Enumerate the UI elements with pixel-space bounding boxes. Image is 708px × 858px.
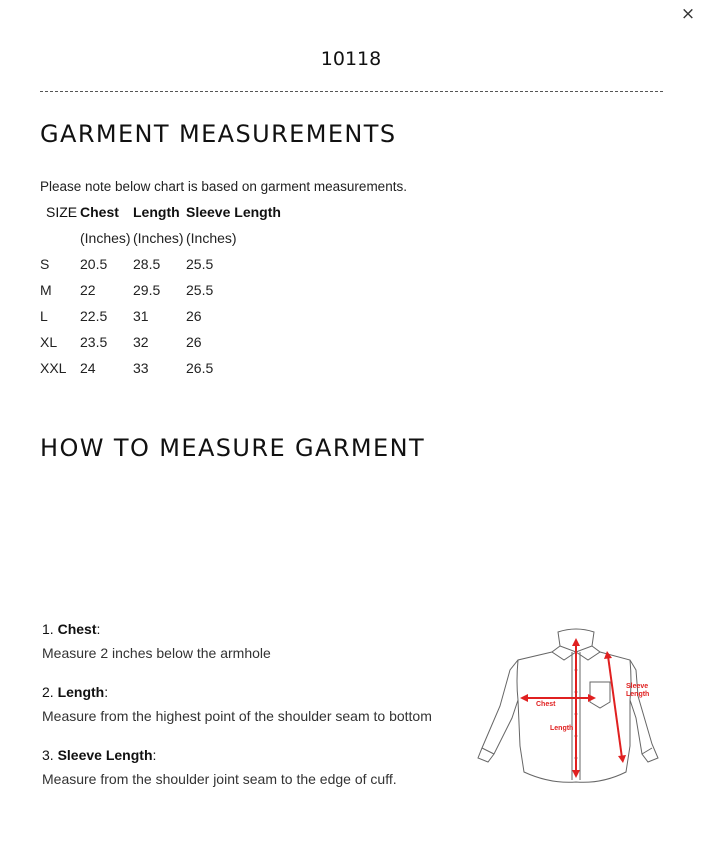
cell-chest: 23.5 xyxy=(80,334,108,350)
table-row xyxy=(40,277,286,303)
close-icon[interactable]: × xyxy=(680,4,696,24)
cell-length: 29.5 xyxy=(133,282,161,298)
sleeve-label-line1: Sleeve xyxy=(626,683,649,690)
shirt-measurement-diagram xyxy=(472,626,662,786)
table-row xyxy=(40,251,286,277)
table-units-row xyxy=(40,225,286,251)
cell-size: S xyxy=(40,256,50,272)
cell-size: XXL xyxy=(40,360,67,376)
step-number: 1. xyxy=(42,621,54,637)
step-length-description: Measure from the highest point of the shoulder seam to bottom xyxy=(42,708,432,724)
header-length: Length xyxy=(133,204,180,220)
product-code-title: 10118 xyxy=(320,48,382,70)
step-sleeve-length-description: Measure from the shoulder joint seam to the edge of cuff. xyxy=(42,771,397,787)
step-number: 3. xyxy=(42,747,54,763)
step-label: Length xyxy=(57,684,105,700)
length-label: Length xyxy=(550,725,574,732)
step-suffix: : xyxy=(152,747,157,763)
cell-size: M xyxy=(40,282,52,298)
chest-label: Chest xyxy=(536,701,556,708)
cell-sleeve-length: 26 xyxy=(186,334,202,350)
dashed-divider xyxy=(40,91,663,92)
header-size: SIZE xyxy=(46,204,78,220)
cell-length: 33 xyxy=(133,360,149,376)
step-suffix: : xyxy=(104,684,109,700)
chart-note: Please note below chart is based on garment measurements. xyxy=(40,179,407,194)
step-chest xyxy=(42,621,100,637)
table-row xyxy=(40,355,286,381)
step-suffix: : xyxy=(96,621,101,637)
step-chest-description: Measure 2 inches below the armhole xyxy=(42,645,271,661)
cell-sleeve-length: 26.5 xyxy=(186,360,214,376)
step-label: Chest xyxy=(57,621,97,637)
size-chart-table xyxy=(40,199,286,381)
sleeve-label-line2: Length xyxy=(626,691,650,698)
cell-length: 28.5 xyxy=(133,256,161,272)
shirt-outline xyxy=(478,629,658,782)
cell-chest: 22 xyxy=(80,282,96,298)
unit-size xyxy=(40,225,80,251)
cell-chest: 22.5 xyxy=(80,308,108,324)
table-row xyxy=(40,329,286,355)
unit-length: (Inches) xyxy=(133,230,184,246)
unit-chest: (Inches) xyxy=(80,230,131,246)
how-to-measure-heading: HOW TO MEASURE GARMENT xyxy=(40,434,426,462)
step-label: Sleeve Length xyxy=(57,747,153,763)
cell-sleeve-length: 25.5 xyxy=(186,282,214,298)
table-header-row xyxy=(40,199,286,225)
unit-sleeve-length: (Inches) xyxy=(186,230,237,246)
table-row xyxy=(40,303,286,329)
header-sleeve-length: Sleeve Length xyxy=(186,204,281,220)
cell-length: 32 xyxy=(133,334,149,350)
step-number: 2. xyxy=(42,684,54,700)
header-chest: Chest xyxy=(80,204,119,220)
cell-size: XL xyxy=(40,334,58,350)
cell-sleeve-length: 25.5 xyxy=(186,256,214,272)
cell-chest: 20.5 xyxy=(80,256,108,272)
step-length xyxy=(42,684,108,700)
garment-measurements-heading: GARMENT MEASUREMENTS xyxy=(40,120,397,148)
cell-sleeve-length: 26 xyxy=(186,308,202,324)
step-sleeve-length xyxy=(42,747,156,763)
cell-chest: 24 xyxy=(80,360,96,376)
measurement-arrows xyxy=(520,638,626,778)
cell-length: 31 xyxy=(133,308,149,324)
cell-size: L xyxy=(40,308,48,324)
